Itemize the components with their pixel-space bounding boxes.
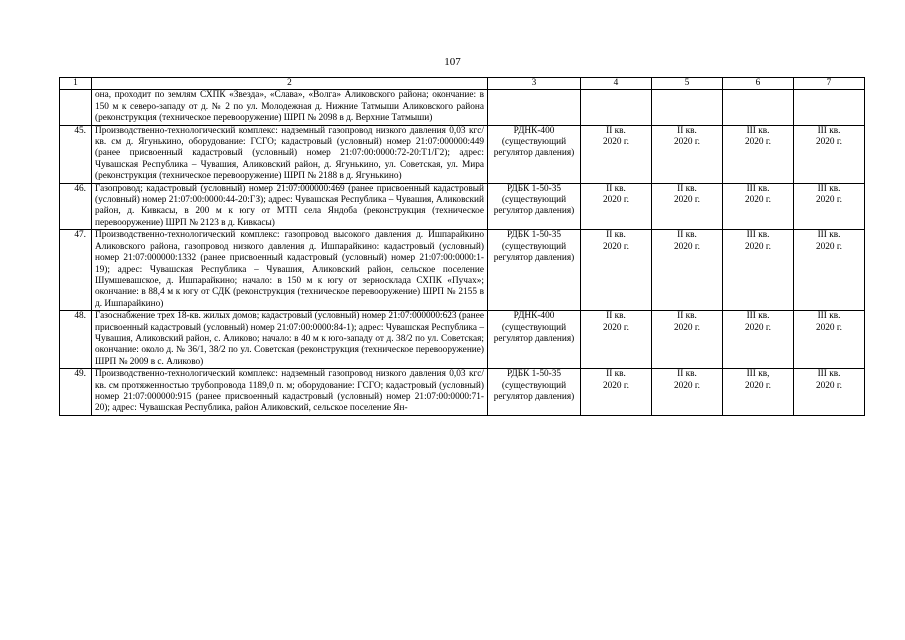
year-label: 2020 г.: [815, 322, 842, 333]
equipment-cell: РДБК 1-50-35 (существующий регулятор давления): [488, 183, 581, 230]
quarter-label: III кв.: [817, 311, 841, 322]
column-number: 4: [581, 78, 652, 90]
year-label: 2020 г.: [602, 195, 629, 206]
column-number: 1: [60, 78, 92, 90]
quarter-cell: [652, 183, 723, 230]
row-number: [60, 90, 92, 125]
equipment-cell: РДБК 1-50-35 (существующий регулятор давления): [488, 230, 581, 311]
year-label: 2020 г.: [673, 322, 700, 333]
quarter-cell: [794, 230, 865, 311]
row-number: 47.: [60, 230, 92, 311]
year-label: 2020 г.: [602, 137, 629, 148]
year-label: 2020 г.: [815, 137, 842, 148]
quarter-cell: [581, 183, 652, 230]
quarter-label: II кв.: [606, 125, 626, 136]
quarter-label: III кв.: [817, 183, 841, 194]
equipment-cell: РДНК-400 (существующий регулятор давления): [488, 125, 581, 183]
quarter-label: II кв.: [677, 369, 697, 380]
quarter-cell: [794, 369, 865, 416]
quarter-label: III кв.: [746, 125, 770, 136]
quarter-cell: [723, 369, 794, 416]
year-label: 2020 г.: [744, 137, 771, 148]
quarter-label: III кв,: [746, 369, 770, 380]
column-number: 2: [92, 78, 488, 90]
quarter-cell: [652, 311, 723, 369]
year-label: 2020 г.: [744, 241, 771, 252]
row-number: 46.: [60, 183, 92, 230]
object-description: Производственно-технологический комплекс: надземный газопровод низкого давления 0,03 кгс/кв. см д. Ягунькино, оборудование: ГСГО; кадастровый (условный) номер 21:07:000000:449 (ранее присвоенный кадастровый (условный) номер 21:07:00:0000:72-20:Т1/Г2); адрес: Чувашская Республика – Чувашия, Аликовский район, д. Ягунькино, ул. Советская, ул. Мира (реконструкция (техническое перевооружение) ШРП № 2188 в д. Ягунькино): [92, 125, 488, 183]
column-number: 6: [723, 78, 794, 90]
page-number: 107: [444, 56, 461, 68]
quarter-cell: [581, 230, 652, 311]
quarter-label: III кв.: [746, 230, 770, 241]
quarter-cell: [652, 369, 723, 416]
year-label: 2020 г.: [673, 137, 700, 148]
table-row: [60, 183, 865, 230]
equipment-cell: РДБК 1-50-35 (существующий регулятор давления): [488, 369, 581, 416]
quarter-label: II кв.: [677, 125, 697, 136]
quarter-cell: [581, 90, 652, 125]
quarter-cell: [723, 311, 794, 369]
quarter-label: II кв.: [606, 369, 626, 380]
quarter-label: II кв.: [606, 230, 626, 241]
row-number: 48.: [60, 311, 92, 369]
year-label: 2020 г.: [602, 380, 629, 391]
quarter-cell: [794, 90, 865, 125]
table-row: [60, 90, 865, 125]
quarter-label: II кв.: [606, 311, 626, 322]
row-number: 49.: [60, 369, 92, 416]
quarter-label: III кв.: [817, 230, 841, 241]
object-description: Производственно-технологический комплекс: надземный газопровод низкого давления 0,03 кгс/кв. см протяженностью трубопровода 1189,0 п. м; оборудование: ГСГО; кадастровый (условный) номер 21:07:000000:915 (ранее присвоенный кадастровый (условный) номер 21:07:00:0000:71-20); адрес: Чувашская Республика, район Аликовский, сельское поселение Ян-: [92, 369, 488, 416]
row-number: 45.: [60, 125, 92, 183]
quarter-label: II кв.: [677, 230, 697, 241]
object-description: она, проходит по землям СХПК «Звезда», «Слава», «Волга» Аликовского района; окончание: в 150 м к северо-западу от д. № 2 по ул. Молодежная д. Нижние Татмыши Аликовского района (реконструкция (техническое перевооружение) ШРП № 2098 в д. Верхние Татмыши): [92, 90, 488, 125]
column-number: 3: [488, 78, 581, 90]
object-description: Производственно-технологический комплекс: газопровод высокого давления д. Ишпарайкино Аликовского района, газопровод низкого давления д. Ишпарайкино: кадастровый (условный) номер 21:07:000000:1332 (ранее присвоенный кадастровый (условный) номер 21:07:00:0000:1-19); адрес: Чувашская Республика – Чувашия, Аликовский район, сельское поселение Шумшевашское, д. Ишпарайкино; начало: в 150 м к югу от зерносклада СХПК «Пучах»; окончание: в 88,4 м к югу от СДК (реконструкция (техническое перевооружение) ШРП № 2155 в д. Ишпарайкино): [92, 230, 488, 311]
table-row: [60, 311, 865, 369]
object-description: Газоснабжение трех 18-кв. жилых домов; кадастровый (условный) номер 21:07:000000:623 (ранее присвоенный кадастровый (условный) номер 21:07:00:0000:84-1); адрес: Чувашская Республика – Чувашия, Аликовский район, с. Аликово; начало: в 40 м к юго-западу от д. 38/2 по ул. Советская; окончание: около д. № 36/1, 38/2 по ул. Советская (реконструкция (техническое перевооружение) ШРП № 2009 в с. Аликово): [92, 311, 488, 369]
quarter-label: III кв.: [817, 125, 841, 136]
quarter-label: II кв.: [606, 183, 626, 194]
quarter-cell: [723, 125, 794, 183]
table-row: [60, 230, 865, 311]
year-label: 2020 г.: [673, 241, 700, 252]
quarter-label: III кв.: [746, 311, 770, 322]
quarter-label: II кв.: [677, 311, 697, 322]
quarter-cell: [652, 125, 723, 183]
year-label: 2020 г.: [744, 380, 771, 391]
column-number: 5: [652, 78, 723, 90]
year-label: 2020 г.: [815, 380, 842, 391]
quarter-cell: [652, 90, 723, 125]
quarter-cell: [581, 369, 652, 416]
year-label: 2020 г.: [744, 322, 771, 333]
year-label: 2020 г.: [602, 241, 629, 252]
table-row: [60, 369, 865, 416]
year-label: 2020 г.: [673, 195, 700, 206]
quarter-cell: [723, 230, 794, 311]
equipment-cell: [488, 90, 581, 125]
column-number: 7: [794, 78, 865, 90]
year-label: 2020 г.: [673, 380, 700, 391]
quarter-label: II кв.: [677, 183, 697, 194]
table-row: [60, 125, 865, 183]
quarter-label: III кв.: [817, 369, 841, 380]
quarter-cell: [723, 90, 794, 125]
quarter-cell: [794, 125, 865, 183]
year-label: 2020 г.: [744, 195, 771, 206]
year-label: 2020 г.: [815, 195, 842, 206]
equipment-cell: РДНК-400 (существующий регулятор давления): [488, 311, 581, 369]
quarter-cell: [581, 125, 652, 183]
schedule-table: [59, 77, 865, 416]
quarter-cell: [652, 230, 723, 311]
year-label: 2020 г.: [602, 322, 629, 333]
column-number-row: [60, 78, 865, 90]
quarter-cell: [723, 183, 794, 230]
quarter-label: III кв.: [746, 183, 770, 194]
object-description: Газопровод; кадастровый (условный) номер 21:07:000000:469 (ранее присвоенный кадастровый (условный) номер 21:07:00:0000:44-20:ГЗ); адрес: Чувашская Республика – Чувашия, Аликовский район, д. Кивкасы, в 200 м к югу от МТП села Яндоба (реконструкция (техническое перевооружение) ШРП № 2123 в д. Кивкасы): [92, 183, 488, 230]
quarter-cell: [794, 183, 865, 230]
quarter-cell: [794, 311, 865, 369]
year-label: 2020 г.: [815, 241, 842, 252]
quarter-cell: [581, 311, 652, 369]
